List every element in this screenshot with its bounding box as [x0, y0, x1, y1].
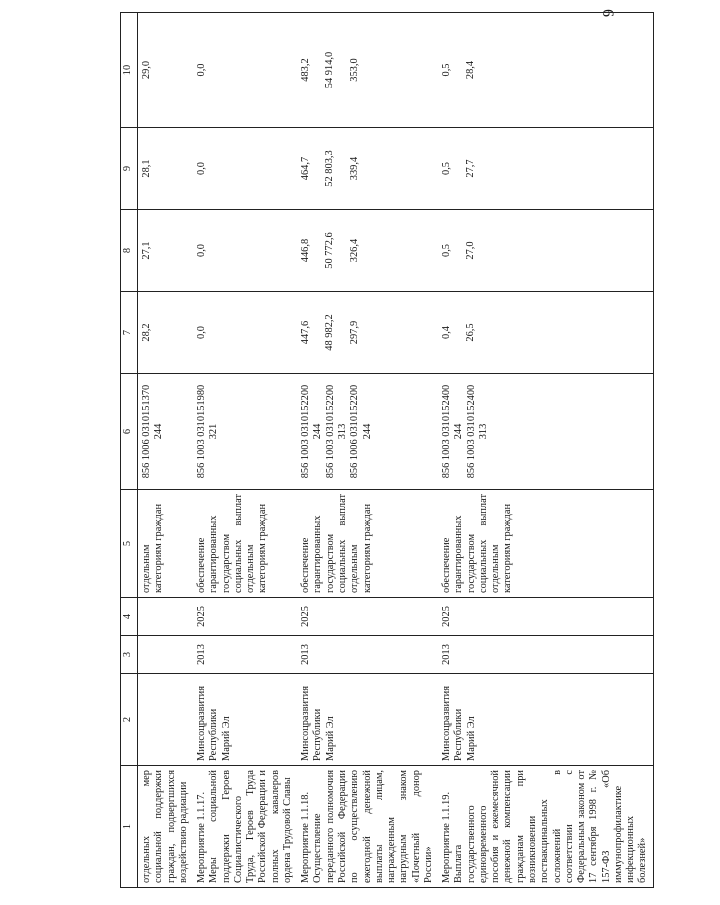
cell-text: обеспечение гарантированных государством социальных выплат отдельным категориям граждан: [441, 494, 514, 593]
cell-col-6: [138, 374, 194, 490]
cell-col-3: [297, 636, 438, 674]
cell-col-6: [438, 374, 653, 490]
cell-col-3: [438, 636, 653, 674]
cell-line: Мероприятие 1.1.17.: [196, 791, 208, 883]
column-number-7: 7: [121, 292, 138, 374]
cell-line: 27,1: [141, 241, 152, 260]
cell-col-5: [138, 490, 194, 598]
cell-col-10: [193, 13, 297, 128]
cell-col-7: [297, 292, 438, 374]
cell-line: 0,5: [441, 244, 453, 257]
cell-line: 29,0: [141, 60, 152, 80]
cell-col-5: [438, 490, 653, 598]
cell-text: обеспечение гарантированных государством социальных выплат отдельным категориям граждан: [196, 494, 269, 593]
cell-col-10: [438, 13, 653, 128]
cell-col-4: [438, 598, 653, 636]
cell-line: 856 1003 0310152400 244: [441, 384, 465, 479]
cell-line: 27,0: [465, 241, 477, 260]
cell-line: 0,0: [196, 162, 208, 175]
table-row: [438, 13, 653, 888]
cell-line: 353,0: [348, 58, 360, 82]
cell-col-8: [138, 210, 194, 292]
cell-col-4: [138, 598, 194, 636]
cell-col-9: [438, 128, 653, 210]
cell-line: 27,7: [465, 159, 477, 178]
cell-col-9: [138, 128, 194, 210]
cell-line: 0,0: [196, 244, 208, 257]
cell-col-2: [138, 674, 194, 766]
cell-col-4: [193, 598, 297, 636]
cell-col-8: [438, 210, 653, 292]
cell-col-6: [193, 374, 297, 490]
cell-line: 28,2: [141, 323, 152, 342]
cell-line: 50 772,6: [324, 232, 336, 269]
cell-line: 52 803,3: [324, 150, 336, 187]
cell-line: 856 1003 0310152200 244: [300, 384, 324, 479]
cell-col-1: [438, 766, 653, 888]
cell-line: 483,2: [300, 58, 312, 82]
cell-text: обеспечение гарантированных государством социальных выплат отдельным категориям граждан: [300, 494, 373, 593]
cell-col-9: [193, 128, 297, 210]
cell-col-2: [438, 674, 653, 766]
cell-col-4: [297, 598, 438, 636]
cell-col-2: [193, 674, 297, 766]
cell-line: Минсоцразвития Республики Марий Эл: [196, 686, 232, 761]
cell-col-1: [193, 766, 297, 888]
cell-line: Минсоцразвития Республики Марий Эл: [300, 686, 336, 761]
cell-line: 856 1003 0310152200 313: [324, 384, 348, 479]
cell-line: 326,4: [348, 238, 360, 263]
table-row: [297, 13, 438, 888]
cell-line: Осуществление переданного полномочия Российской Федерации по осуществлению ежегодной денежной выплаты лицам, награжденным нагрудным знаком «Почетный донор России»: [312, 770, 434, 883]
cell-line: 856 1003 0310152400 313: [465, 384, 489, 479]
cell-line: 446,8: [300, 238, 312, 263]
cell-col-7: [193, 292, 297, 374]
cell-col-8: [297, 210, 438, 292]
cell-col-1: [138, 766, 194, 888]
cell-line: Минсоцразвития Республики Марий Эл: [441, 686, 477, 761]
cell-line: 0,4: [441, 326, 453, 339]
column-number-9: 9: [121, 128, 138, 210]
column-number-1: 1: [121, 766, 138, 888]
rotated-table-sheet: [120, 13, 720, 888]
column-number-4: 4: [121, 598, 138, 636]
cell-line: 856 1003 0310151980 321: [196, 384, 220, 479]
column-number-3: 3: [121, 636, 138, 674]
column-number-8: 8: [121, 210, 138, 292]
cell-text: 2025: [300, 606, 312, 627]
cell-col-8: [193, 210, 297, 292]
column-number-6: 6: [121, 374, 138, 490]
cell-col-10: [297, 13, 438, 128]
cell-line: 54 914,0: [324, 51, 336, 89]
cell-line: 856 1006 0310152200 244: [349, 384, 373, 479]
cell-line: Меры социальной поддержки Героев Социалистического Труда, Героев Труда Российской Федерации и полных кавалеров ордена Трудовой Славы: [208, 770, 293, 883]
cell-col-7: [138, 292, 194, 374]
cell-line: 464,7: [300, 156, 312, 181]
cell-line: 28,1: [141, 159, 152, 178]
cell-line: Выплата государственного единовременного пособия и ежемесячной денежной компенсации гражданам при возникновении поствакцинальных осложнений в соответствии с Федеральным законом от 17 сентября 1998 г. № 157-ФЗ «Об иммунопрофилактике инфекционных болезней»: [453, 770, 649, 883]
cell-text: отдельным категориям граждан: [141, 504, 165, 593]
cell-text: 2025: [196, 606, 208, 627]
cell-line: Мероприятие 1.1.19.: [441, 791, 453, 883]
cell-line: 26,5: [465, 323, 477, 342]
column-number-2: 2: [121, 674, 138, 766]
cell-line: 48 982,2: [324, 314, 336, 351]
cell-text: 2013: [441, 644, 453, 665]
cell-text: 2013: [300, 644, 312, 665]
cell-col-1: [297, 766, 438, 888]
cell-col-3: [193, 636, 297, 674]
cell-text: 2025: [441, 606, 453, 627]
cell-line: 297,9: [348, 320, 360, 345]
cell-line: 856 1006 0310151370 244: [141, 384, 165, 479]
cell-col-10: [138, 13, 194, 128]
cell-line: 339,4: [348, 156, 360, 181]
cell-line: 0,0: [196, 326, 208, 339]
cell-col-7: [438, 292, 653, 374]
cell-line: отдельных мер социальной поддержки граждан, подвергшихся воздействию радиации: [141, 770, 189, 883]
budget-table: [120, 12, 654, 888]
column-number-5: 5: [121, 490, 138, 598]
cell-col-2: [297, 674, 438, 766]
cell-col-6: [297, 374, 438, 490]
cell-text: 2013: [196, 644, 208, 665]
cell-line: 447,6: [300, 320, 312, 345]
column-number-row: [121, 13, 138, 888]
column-number-10: 10: [121, 13, 138, 128]
cell-col-9: [297, 128, 438, 210]
page-number: 6: [599, 9, 616, 17]
cell-col-5: [297, 490, 438, 598]
cell-col-5: [193, 490, 297, 598]
table-row: [193, 13, 297, 888]
table-row: [138, 13, 194, 888]
cell-line: Мероприятие 1.1.18.: [300, 791, 312, 883]
cell-line: 0,5: [441, 63, 453, 77]
cell-line: 0,0: [196, 63, 208, 77]
cell-line: 28,4: [465, 60, 477, 80]
cell-line: 0,5: [441, 162, 453, 175]
cell-col-3: [138, 636, 194, 674]
